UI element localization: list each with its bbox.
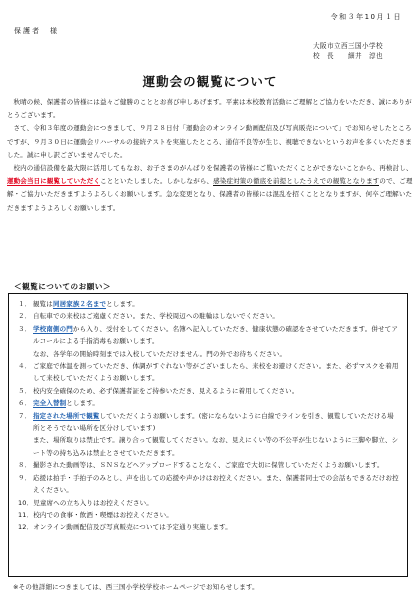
rule-number: ３． — [18, 324, 32, 333]
rule-text-part: から入り、受付をしてください。名簿へ記入していただき、健康状態の確認をさせていただきます。併せてアルコールによる手指消毒もお願いします。 — [33, 324, 398, 346]
rule-text-part: とします。 — [66, 399, 99, 408]
paragraph-3 — [7, 162, 415, 215]
paragraph-3-part-c: ので、ご理解・ご協力いただきますようよろしくお願いします。急な変更となり、保護者の皆様には混乱を招くこととなりますが、何卒ご理解いただきますようよろしくお願いします。 — [7, 177, 413, 212]
rule-item — [18, 410, 407, 460]
rule-item — [18, 298, 407, 310]
rule-item — [18, 323, 407, 360]
rule-highlight: 指定された場所で観覧 — [33, 411, 100, 420]
rule-number: １． — [18, 300, 32, 308]
rule-number: 12． — [18, 523, 34, 532]
rule-number: ６． — [18, 399, 32, 408]
rule-text — [33, 323, 407, 360]
rule-text — [33, 310, 407, 322]
rule-text-part: 観覧は — [33, 300, 53, 308]
school-name: 大阪市立西三国小学校 — [313, 42, 383, 50]
date: 令和３年10月１日 — [330, 13, 402, 21]
rule-text-part: ご家庭で体温を測っていただき、体調がすぐれない等がございましたら、来校をお避けください。また、必ずマスクを着用して来校していただくようお願いします。 — [33, 362, 399, 383]
rule-text-part: 校内での食事・飲酒・喫煙はお控えください。 — [33, 510, 173, 519]
rule-number: ２． — [18, 312, 32, 321]
rule-text-part: 児童席への立ち入りはお控えください。 — [33, 498, 153, 507]
rules-list — [9, 294, 407, 534]
principal-name: 校 長 細井 淳也 — [313, 52, 383, 60]
paragraph-3-part-a: 校内の通信設備を最大限に活用してもなお、お子さまのがんばりを保護者の皆様にご覧いただくことができないことから、再検討し、 — [13, 164, 413, 173]
rule-text — [33, 497, 407, 509]
rule-text — [33, 472, 407, 497]
paragraph-2: さて、令和３年度の運動会につきまして、９月２８日付「運動会のオンライン動画配信及び写真販売について」でお知らせしたところですが、９月３０日に運動会リハーサルの接続テストを実施したところ、通信不良等が生じ、視聴できないというお声を多くいただきました。誠に申し訳ございませんでした。 — [7, 124, 412, 159]
rule-text — [33, 459, 407, 471]
rule-item — [18, 397, 407, 409]
rule-item — [18, 310, 407, 322]
highlight-attend-on-day: 運動会当日に観覧していただく — [7, 177, 101, 186]
rule-number: 11． — [18, 510, 34, 519]
paragraph-3-part-b: ことといたしました。しかしながら、 — [100, 177, 214, 186]
rule-text-continuation: また、場所取りは禁止です。譲り合って観覧してください。なお、見えにくい等の不公平が生じないように三脚や脚立、シート等の持ち込みは禁止とさせていただきます。 — [33, 436, 399, 457]
rule-highlight: 同居家族２名まで — [52, 300, 107, 308]
rule-text-part: とします。 — [106, 300, 139, 308]
rule-number: ７． — [18, 411, 32, 420]
addressee: 保護者 様 — [14, 27, 59, 35]
rule-text-part: オンライン動画配信及び写真販売については予定通り実施します。 — [33, 523, 232, 532]
rule-text-part: していただくようお願いします。(密にならないように白線でラインを引き、観覧していただける場所とそうでない場所を区分けしています) — [33, 411, 394, 433]
page-title: 運動会の観覧について — [142, 74, 278, 89]
rule-text — [33, 360, 407, 385]
rule-text-continuation: なお、各学年の開始時刻までは入校していただけません。門の外でお待ちください。 — [33, 349, 287, 358]
rule-text-part: 自転車での来校はご遠慮ください。また、学校周辺への駐輪はしないでください。 — [33, 312, 280, 321]
rule-text-part: 校内安全確保のため、必ず保護者証をご持参いただき、見えるように着用してください。 — [33, 386, 299, 395]
rule-text — [33, 397, 407, 409]
sender-block — [313, 41, 383, 61]
rule-number: ４． — [18, 362, 32, 371]
rule-text — [33, 298, 407, 310]
rule-number: ９． — [18, 473, 32, 482]
body-text — [7, 96, 415, 215]
rule-highlight: 学校南側の門 — [33, 324, 73, 333]
paragraph-1: 秋晴の候、保護者の皆様には益々ご健勝のこととお喜び申しあげます。平素は本校教育活動にご理解とご協力をいただき、誠にありがとうございます。 — [7, 98, 412, 120]
rule-item — [18, 360, 407, 385]
rule-text — [33, 410, 407, 460]
rule-text — [33, 385, 407, 397]
rule-number: ８． — [18, 461, 32, 470]
rule-text — [33, 521, 407, 533]
footer-note: ※その他詳細につきましては、西三国小学校学校ホームページでお知らせします。 — [13, 583, 259, 591]
rules-box — [8, 293, 408, 577]
rule-text-part: 応援は拍手・手拍子のみとし、声を出しての応援や声かけはお控えください。また、保護者同士での会話もできるだけお控えください。 — [33, 473, 399, 495]
rule-item — [18, 521, 407, 533]
rule-number: 10． — [18, 498, 34, 507]
rule-number: ５． — [18, 386, 32, 395]
rule-item — [18, 472, 407, 497]
rule-highlight: 完全入替制 — [33, 399, 67, 408]
section-heading: ＜観覧についてのお願い＞ — [14, 282, 111, 291]
underlined-infection-control: 感染症対策の徹底を前提としたうえでの観覧となります — [213, 177, 380, 186]
rule-item — [18, 509, 407, 521]
rule-item — [18, 385, 407, 397]
rule-item — [18, 459, 407, 471]
rule-text — [33, 509, 407, 521]
rule-text-part: 撮影された動画等は、ＳＮＳなどへアップロードすることなく、ご家庭で大切に保管していただくようお願いします。 — [33, 461, 384, 470]
rule-item — [18, 497, 407, 509]
